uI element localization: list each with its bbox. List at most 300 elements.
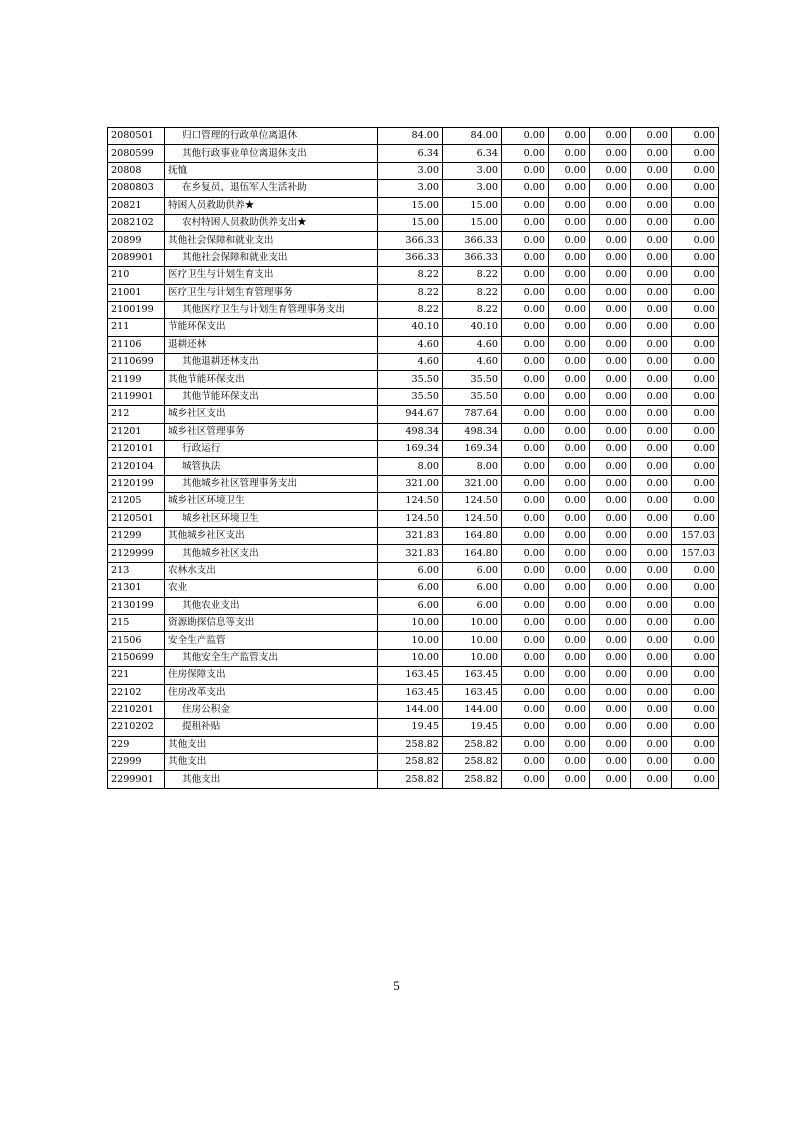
amount-cell: 3.00 [443,162,502,179]
amount-cell: 0.00 [549,771,590,788]
amount-cell: 0.00 [502,406,549,423]
amount-cell: 124.50 [443,493,502,510]
amount-cell: 0.00 [590,128,631,145]
amount-cell: 258.82 [443,736,502,753]
amount-cell: 0.00 [672,267,719,284]
subject-name-cell [165,771,378,788]
subject-code-cell: 2129999 [108,545,165,562]
amount-cell: 0.00 [672,562,719,579]
amount-cell: 321.83 [378,527,443,544]
amount-cell: 258.82 [378,736,443,753]
table-row [108,493,719,510]
amount-cell: 0.00 [672,423,719,440]
table-row [108,406,719,423]
table-row [108,684,719,701]
subject-name-cell [165,232,378,249]
subject-name-text: 农业 [168,582,188,594]
amount-cell: 15.00 [378,197,443,214]
table-row [108,597,719,614]
amount-cell: 0.00 [549,301,590,318]
amount-cell: 0.00 [549,597,590,614]
amount-cell: 0.00 [672,458,719,475]
amount-cell: 124.50 [378,493,443,510]
amount-cell: 6.00 [378,562,443,579]
subject-name-cell [165,510,378,527]
amount-cell: 0.00 [590,319,631,336]
amount-cell: 0.00 [549,128,590,145]
subject-name-cell [165,180,378,197]
amount-cell: 0.00 [549,580,590,597]
amount-cell: 0.00 [631,493,672,510]
amount-cell: 163.45 [378,684,443,701]
amount-cell: 0.00 [590,180,631,197]
amount-cell: 0.00 [631,319,672,336]
amount-cell: 0.00 [549,684,590,701]
subject-name-text: 退耕还林 [168,338,207,350]
subject-name-text: 在乡复员、退伍军人生活补助 [182,182,307,194]
amount-cell: 0.00 [672,301,719,318]
amount-cell: 0.00 [631,406,672,423]
amount-cell: 8.22 [443,284,502,301]
amount-cell: 0.00 [502,232,549,249]
amount-cell: 0.00 [549,527,590,544]
amount-cell: 0.00 [502,614,549,631]
amount-cell: 0.00 [672,162,719,179]
subject-name-cell [165,458,378,475]
amount-cell: 0.00 [590,441,631,458]
amount-cell: 498.34 [378,423,443,440]
table-row [108,475,719,492]
amount-cell: 8.22 [443,301,502,318]
amount-cell: 0.00 [631,301,672,318]
amount-cell: 0.00 [631,632,672,649]
amount-cell: 0.00 [549,667,590,684]
amount-cell: 0.00 [672,754,719,771]
table-body [108,128,719,789]
subject-name-text: 其他医疗卫生与计划生育管理事务支出 [182,304,346,316]
subject-name-text: 资源勘探信息等支出 [168,617,255,629]
amount-cell: 0.00 [590,354,631,371]
subject-code-cell: 22102 [108,684,165,701]
amount-cell: 0.00 [502,128,549,145]
amount-cell: 124.50 [378,510,443,527]
amount-cell: 0.00 [502,336,549,353]
subject-code-cell: 229 [108,736,165,753]
amount-cell: 0.00 [590,475,631,492]
amount-cell: 0.00 [631,719,672,736]
amount-cell: 0.00 [631,441,672,458]
table-row [108,736,719,753]
amount-cell: 0.00 [502,197,549,214]
amount-cell: 0.00 [631,684,672,701]
amount-cell: 366.33 [378,232,443,249]
subject-code-cell: 21001 [108,284,165,301]
amount-cell: 0.00 [590,771,631,788]
amount-cell: 0.00 [631,128,672,145]
amount-cell: 0.00 [672,388,719,405]
amount-cell: 0.00 [672,441,719,458]
amount-cell: 0.00 [672,719,719,736]
amount-cell: 35.50 [378,388,443,405]
amount-cell: 0.00 [672,684,719,701]
subject-code-cell: 212 [108,406,165,423]
subject-name-text: 住房改革支出 [168,686,226,698]
table-row [108,527,719,544]
amount-cell: 0.00 [502,388,549,405]
subject-name-cell [165,441,378,458]
subject-code-cell: 20808 [108,162,165,179]
subject-code-cell: 213 [108,562,165,579]
table-row [108,162,719,179]
subject-name-text: 提租补贴 [182,721,221,733]
subject-name-text: 城管执法 [182,460,221,472]
table-row [108,301,719,318]
subject-name-cell [165,684,378,701]
amount-cell: 0.00 [590,684,631,701]
amount-cell: 0.00 [631,771,672,788]
amount-cell: 0.00 [549,249,590,266]
amount-cell: 258.82 [443,771,502,788]
subject-code-cell: 2080599 [108,145,165,162]
amount-cell: 0.00 [631,371,672,388]
amount-cell: 0.00 [590,667,631,684]
subject-name-text: 其他城乡社区支出 [168,530,245,542]
subject-name-cell [165,493,378,510]
table-row [108,214,719,231]
amount-cell: 0.00 [549,319,590,336]
amount-cell: 258.82 [443,754,502,771]
amount-cell: 124.50 [443,510,502,527]
amount-cell: 0.00 [631,284,672,301]
amount-cell: 10.00 [443,614,502,631]
amount-cell: 0.00 [590,562,631,579]
subject-name-cell [165,371,378,388]
amount-cell: 0.00 [631,336,672,353]
amount-cell: 3.00 [378,180,443,197]
amount-cell: 4.60 [378,354,443,371]
amount-cell: 164.80 [443,545,502,562]
table-row [108,719,719,736]
subject-code-cell: 21205 [108,493,165,510]
amount-cell: 0.00 [549,197,590,214]
amount-cell: 0.00 [502,214,549,231]
amount-cell: 0.00 [549,493,590,510]
amount-cell: 258.82 [378,771,443,788]
amount-cell: 321.00 [443,475,502,492]
subject-name-text: 归口管理的行政单位离退休 [182,130,298,142]
subject-name-cell [165,649,378,666]
amount-cell: 10.00 [378,632,443,649]
amount-cell: 8.22 [443,267,502,284]
amount-cell: 157.03 [672,545,719,562]
amount-cell: 0.00 [631,180,672,197]
subject-name-cell [165,284,378,301]
amount-cell: 0.00 [631,580,672,597]
amount-cell: 0.00 [590,719,631,736]
subject-code-cell: 2120104 [108,458,165,475]
amount-cell: 0.00 [590,145,631,162]
table-row [108,562,719,579]
amount-cell: 0.00 [590,284,631,301]
amount-cell: 787.64 [443,406,502,423]
amount-cell: 0.00 [672,284,719,301]
amount-cell: 0.00 [631,423,672,440]
subject-name-cell [165,701,378,718]
amount-cell: 0.00 [672,771,719,788]
amount-cell: 321.83 [378,545,443,562]
amount-cell: 0.00 [672,701,719,718]
amount-cell: 0.00 [672,736,719,753]
amount-cell: 0.00 [590,649,631,666]
amount-cell: 0.00 [590,267,631,284]
amount-cell: 0.00 [590,214,631,231]
table-row [108,128,719,145]
subject-code-cell: 2210202 [108,719,165,736]
amount-cell: 0.00 [549,719,590,736]
subject-name-cell [165,527,378,544]
amount-cell: 0.00 [590,493,631,510]
amount-cell: 0.00 [672,580,719,597]
table-row [108,423,719,440]
subject-name-cell [165,301,378,318]
page-number: 5 [393,978,400,993]
amount-cell: 40.10 [443,319,502,336]
subject-name-text: 其他节能环保支出 [182,391,259,403]
subject-name-text: 其他支出 [168,738,207,750]
table-row [108,754,719,771]
amount-cell: 0.00 [631,754,672,771]
amount-cell: 0.00 [549,214,590,231]
amount-cell: 0.00 [502,736,549,753]
table-row [108,667,719,684]
amount-cell: 19.45 [378,719,443,736]
subject-name-text: 节能环保支出 [168,321,226,333]
amount-cell: 0.00 [590,510,631,527]
amount-cell: 0.00 [502,684,549,701]
amount-cell: 0.00 [590,423,631,440]
amount-cell: 0.00 [631,614,672,631]
amount-cell: 0.00 [631,197,672,214]
subject-name-text: 农村特困人员救助供养支出★ [182,217,307,229]
subject-name-text: 其他节能环保支出 [168,373,245,385]
amount-cell: 6.00 [378,597,443,614]
amount-cell: 0.00 [672,475,719,492]
subject-name-cell [165,736,378,753]
amount-cell: 6.00 [443,562,502,579]
table-row [108,441,719,458]
amount-cell: 0.00 [631,162,672,179]
amount-cell: 15.00 [443,214,502,231]
table-row [108,180,719,197]
amount-cell: 6.00 [378,580,443,597]
amount-cell: 0.00 [631,145,672,162]
subject-code-cell: 2089901 [108,249,165,266]
subject-name-cell [165,423,378,440]
amount-cell: 0.00 [549,510,590,527]
amount-cell: 0.00 [631,232,672,249]
subject-name-text: 住房保障支出 [168,669,226,681]
amount-cell: 0.00 [590,458,631,475]
amount-cell: 0.00 [590,754,631,771]
amount-cell: 0.00 [549,232,590,249]
amount-cell: 0.00 [502,493,549,510]
amount-cell: 0.00 [502,754,549,771]
amount-cell: 0.00 [672,180,719,197]
amount-cell: 0.00 [502,701,549,718]
amount-cell: 0.00 [502,458,549,475]
amount-cell: 258.82 [378,754,443,771]
amount-cell: 0.00 [631,354,672,371]
amount-cell: 0.00 [502,319,549,336]
amount-cell: 15.00 [443,197,502,214]
subject-code-cell: 221 [108,667,165,684]
subject-code-cell: 2119901 [108,388,165,405]
subject-name-cell [165,128,378,145]
subject-name-cell [165,319,378,336]
amount-cell: 0.00 [502,267,549,284]
subject-name-cell [165,249,378,266]
amount-cell: 0.00 [631,562,672,579]
amount-cell: 10.00 [443,649,502,666]
subject-code-cell: 2130199 [108,597,165,614]
amount-cell: 944.67 [378,406,443,423]
amount-cell: 6.00 [443,597,502,614]
amount-cell: 0.00 [631,267,672,284]
table-row [108,701,719,718]
amount-cell: 0.00 [549,754,590,771]
amount-cell: 0.00 [502,562,549,579]
amount-cell: 8.00 [443,458,502,475]
amount-cell: 0.00 [549,267,590,284]
amount-cell: 8.00 [378,458,443,475]
subject-code-cell: 210 [108,267,165,284]
amount-cell: 0.00 [672,632,719,649]
subject-name-text: 特困人员救助供养★ [168,199,255,211]
amount-cell: 0.00 [502,371,549,388]
subject-name-text: 行政运行 [182,443,221,455]
subject-name-cell [165,632,378,649]
amount-cell: 0.00 [502,527,549,544]
amount-cell: 169.34 [443,441,502,458]
subject-name-text: 其他退耕还林支出 [182,356,259,368]
table-row [108,614,719,631]
amount-cell: 0.00 [590,545,631,562]
amount-cell: 0.00 [590,249,631,266]
subject-name-cell [165,597,378,614]
amount-cell: 0.00 [672,214,719,231]
subject-name-cell [165,336,378,353]
amount-cell: 0.00 [631,214,672,231]
subject-name-text: 医疗卫生与计划生育管理事务 [168,286,293,298]
amount-cell: 0.00 [672,336,719,353]
amount-cell: 144.00 [443,701,502,718]
amount-cell: 8.22 [378,301,443,318]
amount-cell: 163.45 [443,667,502,684]
subject-name-text: 其他安全生产监管支出 [182,651,278,663]
amount-cell: 0.00 [672,371,719,388]
amount-cell: 6.00 [443,580,502,597]
amount-cell: 0.00 [672,493,719,510]
amount-cell: 0.00 [502,284,549,301]
amount-cell: 4.60 [443,336,502,353]
amount-cell: 144.00 [378,701,443,718]
amount-cell: 366.33 [443,249,502,266]
amount-cell: 0.00 [502,475,549,492]
amount-cell: 0.00 [631,249,672,266]
amount-cell: 0.00 [549,632,590,649]
subject-code-cell: 2080501 [108,128,165,145]
table-row [108,145,719,162]
subject-name-text: 住房公积金 [182,704,230,716]
amount-cell: 0.00 [672,319,719,336]
amount-cell: 0.00 [590,614,631,631]
amount-cell: 0.00 [590,527,631,544]
amount-cell: 40.10 [378,319,443,336]
amount-cell: 84.00 [443,128,502,145]
amount-cell: 0.00 [590,406,631,423]
table-row [108,232,719,249]
amount-cell: 15.00 [378,214,443,231]
subject-name-text: 农林水支出 [168,564,216,576]
amount-cell: 0.00 [502,632,549,649]
subject-name-text: 其他支出 [168,756,207,768]
amount-cell: 0.00 [631,510,672,527]
amount-cell: 0.00 [672,649,719,666]
amount-cell: 84.00 [378,128,443,145]
subject-name-text: 城乡社区支出 [168,408,226,420]
amount-cell: 0.00 [631,527,672,544]
amount-cell: 0.00 [502,580,549,597]
amount-cell: 6.34 [443,145,502,162]
subject-name-text: 其他农业支出 [182,599,240,611]
subject-name-cell [165,388,378,405]
table-row [108,354,719,371]
subject-name-cell [165,354,378,371]
amount-cell: 163.45 [443,684,502,701]
table-row [108,649,719,666]
amount-cell: 0.00 [590,580,631,597]
amount-cell: 0.00 [549,423,590,440]
subject-name-cell [165,580,378,597]
amount-cell: 0.00 [549,562,590,579]
subject-code-cell: 215 [108,614,165,631]
amount-cell: 321.00 [378,475,443,492]
subject-code-cell: 2120199 [108,475,165,492]
amount-cell: 157.03 [672,527,719,544]
subject-code-cell: 2299901 [108,771,165,788]
subject-name-text: 医疗卫生与计划生育支出 [168,269,274,281]
amount-cell: 35.50 [378,371,443,388]
amount-cell: 0.00 [590,301,631,318]
table-row [108,771,719,788]
table-row [108,388,719,405]
amount-cell: 0.00 [590,632,631,649]
amount-cell: 0.00 [502,545,549,562]
table-row [108,458,719,475]
amount-cell: 35.50 [443,371,502,388]
amount-cell: 0.00 [502,180,549,197]
amount-cell: 169.34 [378,441,443,458]
subject-name-cell [165,719,378,736]
subject-name-cell [165,162,378,179]
amount-cell: 0.00 [672,614,719,631]
subject-code-cell: 21301 [108,580,165,597]
subject-code-cell: 20899 [108,232,165,249]
amount-cell: 498.34 [443,423,502,440]
amount-cell: 0.00 [502,162,549,179]
amount-cell: 0.00 [549,475,590,492]
amount-cell: 0.00 [549,180,590,197]
